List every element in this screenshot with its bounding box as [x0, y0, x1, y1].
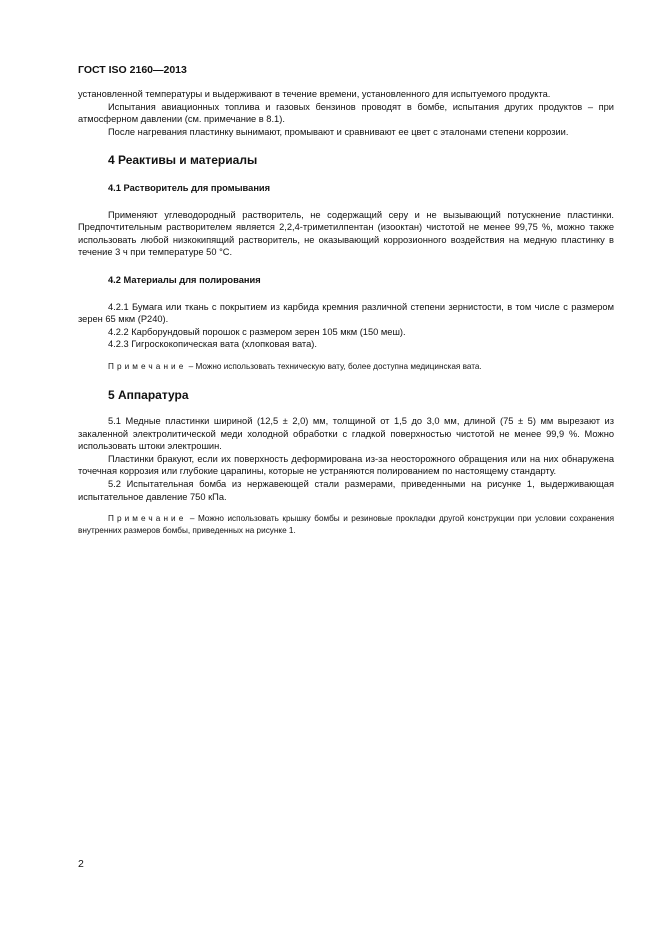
paragraph: 5.2 Испытательная бомба из нержавеющей стали размерами, приведенными на рисунке 1, выдерживающая испытательное давление 750 кПа. — [78, 479, 614, 502]
note — [78, 513, 614, 536]
note-text: – Можно использовать техническую вату, более доступна медицинская вата. — [186, 361, 482, 371]
page-number: 2 — [78, 858, 84, 870]
subsection-heading-4-2: 4.2 Материалы для полирования — [108, 274, 261, 285]
note — [78, 361, 614, 373]
paragraph: 5.1 Медные пластинки шириной (12,5 ± 2,0) мм, толщиной от 1,5 до 3,0 мм, длиной (75 ± 5) мм вырезают из закаленной электролитической меди холодной обработки с гладкой поверхностью чистотой не менее 99,9 %. Можно использовать штоки электрошин. — [78, 416, 614, 452]
paragraph: установленной температуры и выдерживают в течение времени, установленного для испытуемого продукта. — [78, 89, 551, 99]
paragraph: 4.2.2 Карборундовый порошок с размером зерен 105 мкм (150 меш). — [108, 326, 406, 337]
section-heading-5: 5 Аппаратура — [108, 387, 189, 402]
subsection-heading-4-1: 4.1 Растворитель для промывания — [108, 182, 271, 193]
paragraph: После нагревания пластинку вынимают, промывают и сравнивают ее цвет с эталонами степени коррозии. — [108, 126, 569, 137]
paragraph: 4.2.3 Гигроскокопическая вата (хлопковая вата). — [108, 339, 317, 350]
paragraph: 4.2.1 Бумага или ткань с покрытием из карбида кремния различной степени зернистости, в том числе с размером зерен 65 мкм (Р240). — [78, 301, 614, 325]
note-label: Примечание — [108, 514, 187, 524]
paragraph: Пластинки бракуют, если их поверхность деформирована из-за неосторожного обращения или на них обнаружена точечная коррозия или глубокие царапины, которые не устраняются полированием по настоящему стандарту. — [78, 453, 614, 477]
paragraph: Испытания авиационных топлива и газовых бензинов проводят в бомбе, испытания других продуктов – при атмосферном давлении (см. примечание в 8.1). — [78, 101, 614, 125]
note-label: Примечание — [108, 361, 187, 371]
note-text: – Можно использовать крышку бомбы и резиновые прокладки другой конструкции при условии сохранения внутренних размеров бомбы, приведенных на рисунке 1. — [78, 514, 614, 535]
document-header: ГОСТ ISO 2160—2013 — [78, 64, 187, 76]
document-body — [78, 88, 614, 536]
section-heading-4: 4 Реактивы и материалы — [108, 153, 258, 168]
paragraph: Применяют углеводородный растворитель, не содержащий серу и не вызывающий потускнение пластинки. Предпочтительным растворителем является 2,2,4-триметилпентан (изооктан) чистотой не менее 99,75 %, можно также использовать любой низкокипящий растворитель, не оказывающий коррозионного воздействия на медную пластинку в течение 3 ч при температуре 50 °С. — [78, 209, 614, 258]
